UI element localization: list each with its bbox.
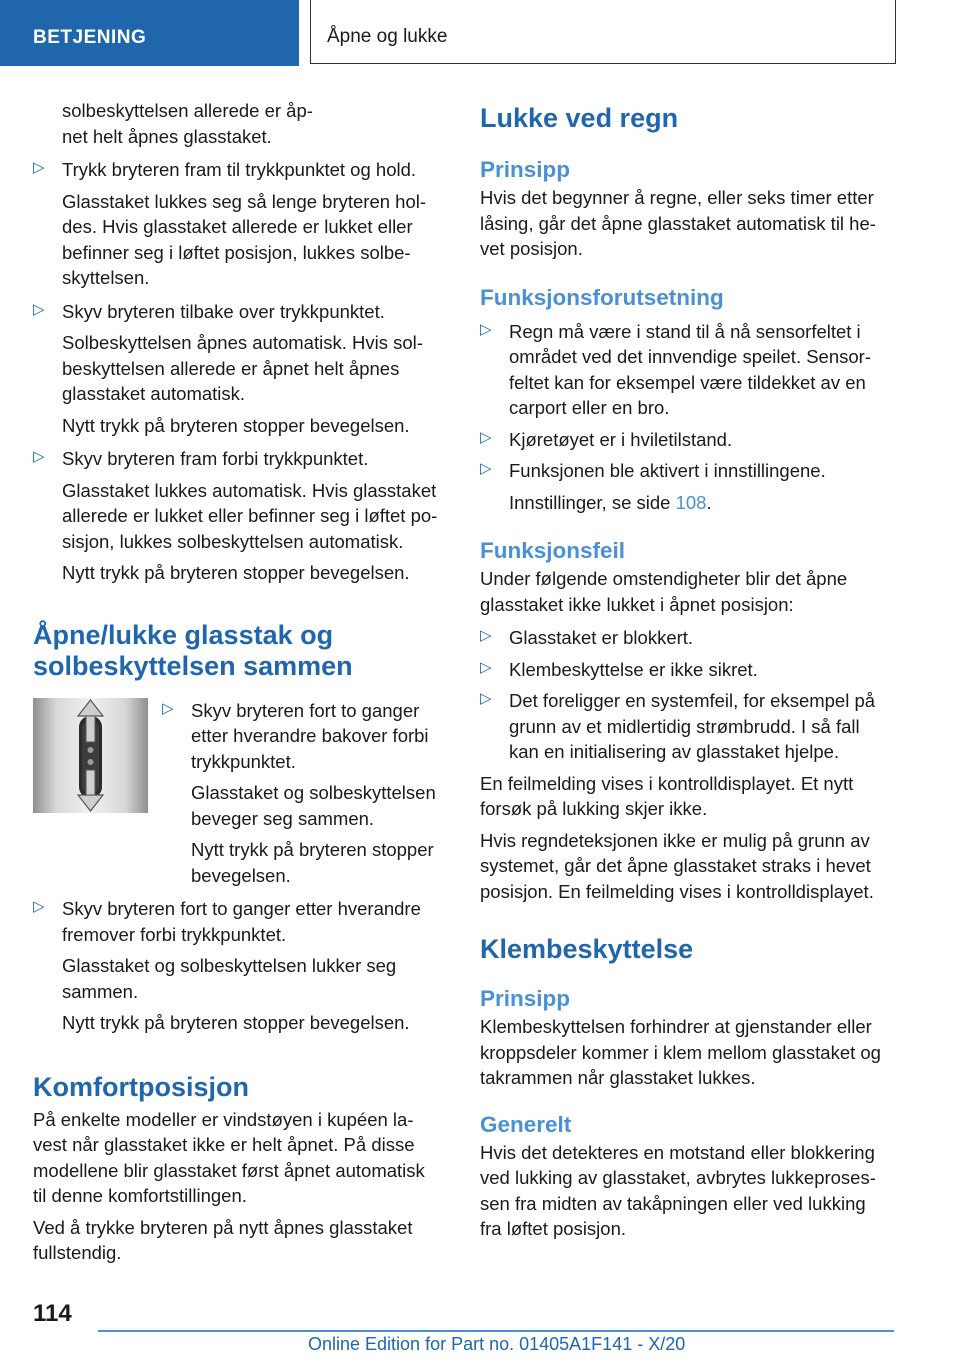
- section-heading: Komfortposisjon: [33, 1071, 249, 1102]
- item-paragraph: Nytt trykk på bryteren stopper bevegelsen.: [62, 1012, 410, 1033]
- item-text: Regn må være i stand til å nå sensorfeltet i området ved det innvendige speilet. Sensor- feltet kan for eksempel være tildekket av en carport eller en bro.: [509, 320, 871, 418]
- paragraph: Hvis det begynner å regne, eller seks timer etter låsing, går det åpne glasstaket automatisk til he- vet posisjon.: [480, 187, 876, 259]
- list-item: [480, 657, 900, 683]
- settings-reference: Innstillinger, se side 108.: [509, 491, 712, 513]
- topic-tab: [310, 0, 896, 64]
- triangle-bullet-icon: ▷: [480, 460, 492, 477]
- list-item: [480, 458, 900, 515]
- triangle-bullet-icon: ▷: [33, 300, 45, 318]
- item-text: Funksjonen ble aktivert i innstillingene.: [509, 460, 826, 481]
- item-paragraph: Nytt trykk på bryteren stopper bevegelsen.: [62, 562, 410, 583]
- paragraph: Klembeskyttelsen forhindrer at gjenstander eller kroppsdeler kommer i klem mellom glasstaket og takrammen når glasstaket lukkes.: [480, 1016, 881, 1088]
- item-lead: Skyv bryteren fort to ganger etter hverandre bakover forbi trykkpunktet.: [191, 699, 429, 772]
- section-title: BETJENING: [33, 27, 147, 48]
- triangle-bullet-icon: ▷: [33, 898, 45, 915]
- section-tab: [0, 0, 299, 66]
- item-paragraph: Glasstaket og solbeskyttelsen beveger seg sammen.: [191, 782, 436, 829]
- list-item: [33, 446, 448, 586]
- list-item: [480, 625, 900, 651]
- paragraph: En feilmelding vises i kontrolldisplayet. Et nytt forsøk på lukking skjer ikke.: [480, 772, 854, 819]
- section-heading: Lukke ved regn: [480, 103, 679, 133]
- paragraph: På enkelte modeller er vindstøyen i kupéen la- vest når glasstaket ikke er helt åpnet. På disse modellene blir glasstaket først åpnet automatisk til denne komfortstillingen.: [33, 1108, 425, 1206]
- switch-drawing: [33, 698, 148, 813]
- paragraph: Ved å trykke bryteren på nytt åpnes glasstaket fullstendig.: [33, 1216, 413, 1263]
- subheading: Funksjonsforutsetning: [480, 284, 724, 310]
- list-item: [33, 896, 448, 1036]
- list-item: [162, 698, 448, 897]
- subheading: Prinsipp: [480, 986, 571, 1011]
- item-lead: Skyv bryteren fram forbi trykkpunktet.: [62, 448, 369, 469]
- item-text: Glasstaket er blokkert.: [509, 627, 694, 648]
- triangle-bullet-icon: ▷: [480, 627, 492, 644]
- item-lead: Trykk bryteren fram til trykkpunktet og hold.: [62, 159, 417, 180]
- left-column: [33, 98, 448, 1266]
- paragraph: Under følgende omstendigheter blir det åpne glasstaket ikke lukket i åpnet posisjon:: [480, 568, 848, 615]
- figure-row: [33, 698, 448, 897]
- item-text: Det foreligger en systemfeil, for eksempel på grunn av et midlertidig strømbrudd. I så fall kan en initialisering av glasstaket hjelpe.: [509, 690, 876, 762]
- paragraph: Hvis regndeteksjonen ikke er mulig på grunn av systemet, går det åpne glasstaket straks i hevet posisjon. En feilmelding vises i kontrolldisplayet.: [480, 829, 874, 902]
- list-item: [480, 688, 900, 765]
- subheading: Funksjonsfeil: [480, 538, 626, 563]
- section-heading: Åpne/lukke glasstak og solbeskyttelsen sammen: [33, 619, 353, 681]
- item-paragraph: Nytt trykk på bryteren stopper bevegelsen.: [62, 414, 410, 436]
- triangle-bullet-icon: ▷: [480, 320, 492, 338]
- item-paragraph: Glasstaket lukkes seg så lenge bryteren hol- des. Hvis glasstaket allerede er lukket eller befinner seg i løftet posisjon, lukkes solbe- skyttelsen.: [62, 190, 427, 288]
- triangle-bullet-icon: ▷: [480, 690, 492, 707]
- triangle-bullet-icon: ▷: [480, 658, 492, 676]
- list-item: [33, 157, 448, 291]
- triangle-bullet-icon: ▷: [33, 448, 45, 465]
- triangle-bullet-icon: ▷: [33, 159, 45, 176]
- roof-switch-illustration: [33, 698, 148, 813]
- triangle-bullet-icon: ▷: [480, 428, 492, 446]
- right-column: [480, 103, 900, 1242]
- item-text: Kjøretøyet er i hviletilstand.: [509, 428, 733, 450]
- subheading: Prinsipp: [480, 157, 571, 182]
- item-paragraph: Solbeskyttelsen åpnes automatisk. Hvis sol- beskyttelsen allerede er åpnet helt åpnes glasstaket automatisk.: [62, 332, 423, 404]
- triangle-bullet-icon: ▷: [162, 699, 174, 717]
- intro-text: solbeskyttelsen allerede er åp- net helt åpnes glasstaket.: [62, 100, 313, 147]
- item-text: Klembeskyttelse er ikke sikret.: [509, 658, 758, 680]
- subheading: Generelt: [480, 1111, 572, 1137]
- page-link[interactable]: 108: [675, 491, 707, 513]
- item-paragraph: Glasstaket lukkes automatisk. Hvis glasstaket allerede er lukket eller befinner seg i løftet po- sisjon, lukkes solbeskyttelsen automatisk.: [62, 479, 438, 552]
- item-lead: Skyv bryteren tilbake over trykkpunktet.: [62, 300, 385, 322]
- topic-title: Åpne og lukke: [327, 25, 448, 47]
- item-paragraph: Glasstaket og solbeskyttelsen lukker seg sammen.: [62, 955, 397, 1002]
- footer-divider: [98, 1330, 894, 1332]
- item-lead: Skyv bryteren fort to ganger etter hverandre fremover forbi trykkpunktet.: [62, 898, 421, 945]
- list-item: [480, 319, 900, 421]
- page-number: 114: [33, 1300, 72, 1327]
- list-item: [33, 299, 448, 439]
- section-heading: Klembeskyttelse: [480, 934, 694, 964]
- edition-note: Online Edition for Part no. 01405A1F141 - X/20: [308, 1334, 686, 1354]
- item-paragraph: Nytt trykk på bryteren stopper bevegelsen.: [191, 839, 434, 886]
- list-item: [480, 427, 900, 453]
- paragraph: Hvis det detekteres en motstand eller blokkering ved lukking av glasstaket, avbrytes lukkeproses- sen fra midten av takåpningen eller ved lukking fra løftet posisjon.: [480, 1141, 876, 1239]
